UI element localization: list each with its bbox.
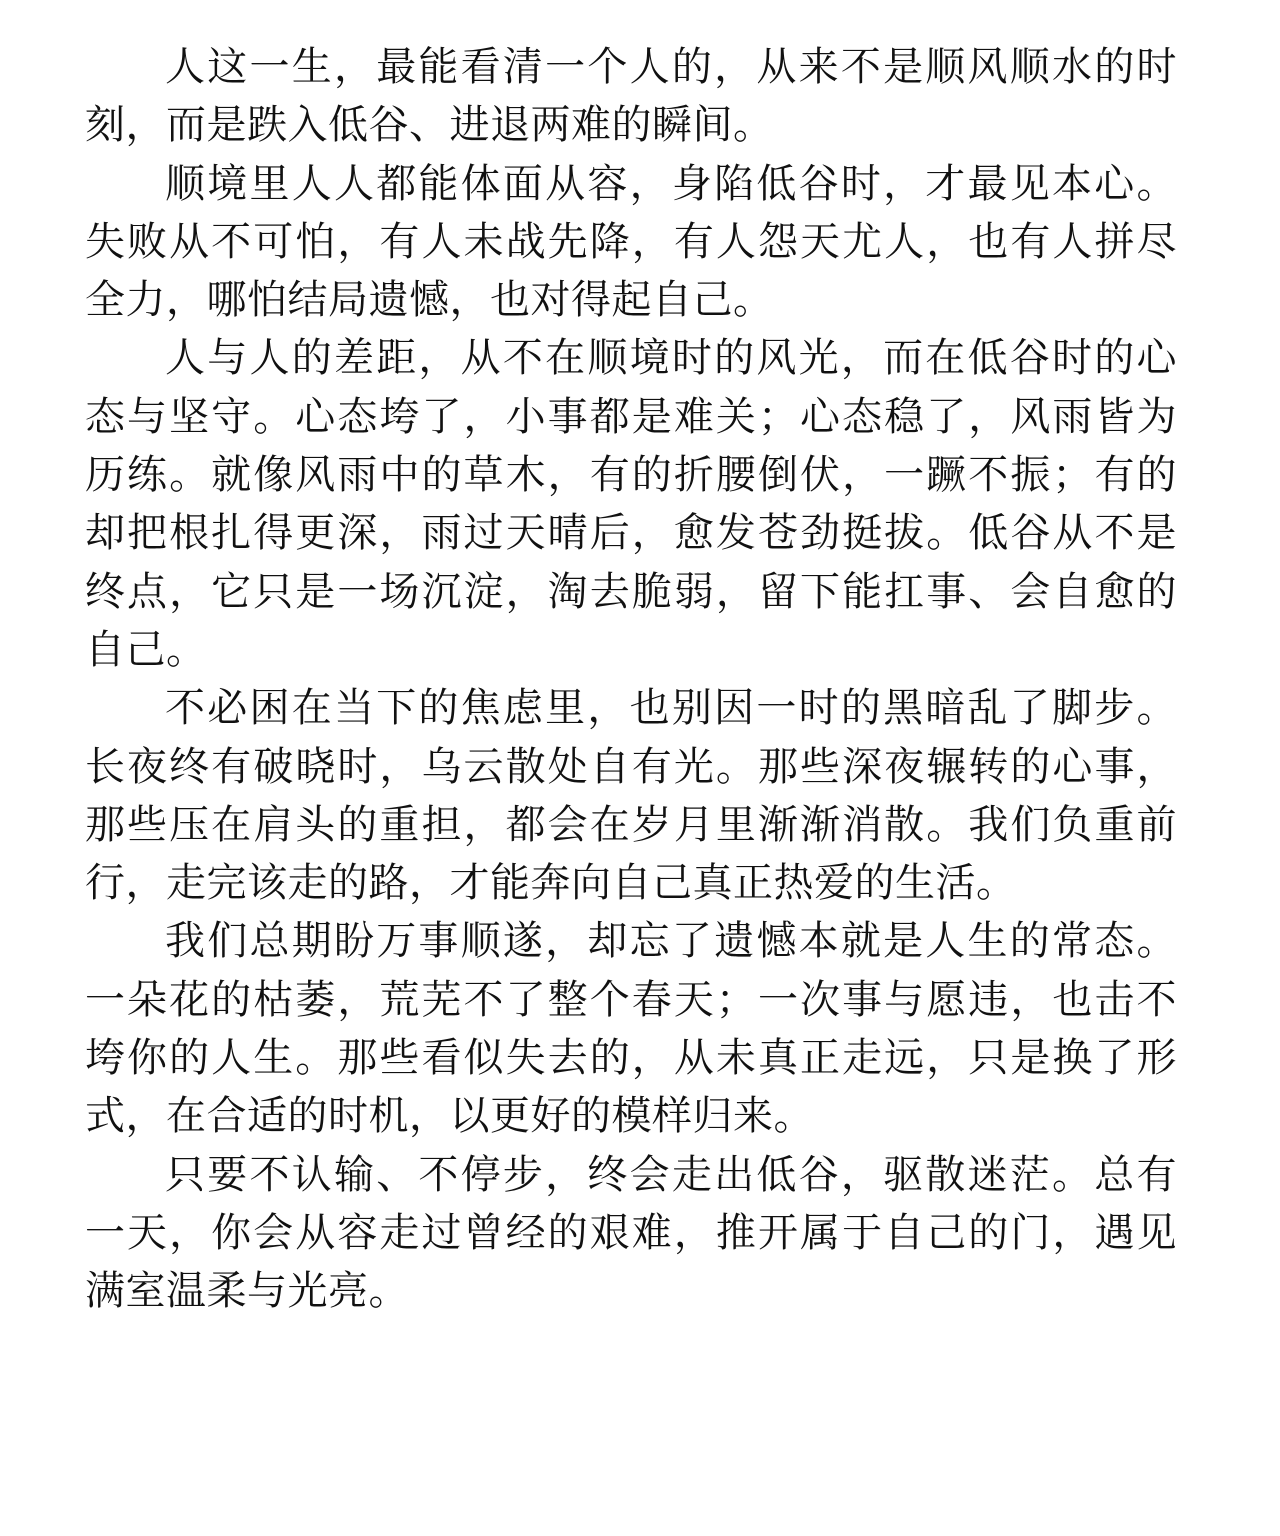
article-body [85,38,1177,1321]
paragraph: 只要不认输、不停步，终会走出低谷，驱散迷茫。总有一天，你会从容走过曾经的艰难，推开属于自己的门，遇见满室温柔与光亮。 [85,1151,1177,1315]
paragraph: 不必困在当下的焦虑里，也别因一时的黑暗乱了脚步。长夜终有破晓时，乌云散处自有光。那些深夜辗转的心事，那些压在肩头的重担，都会在岁月里渐渐消散。我们负重前行，走完该走的路，才能奔向自己真正热爱的生活。 [85,685,1177,907]
paragraph: 我们总期盼万事顺遂，却忘了遗憾本就是人生的常态。一朵花的枯萎，荒芜不了整个春天；一次事与愿违，也击不垮你的人生。那些看似失去的，从未真正走远，只是换了形式，在合适的时机，以更好的模样归来。 [85,918,1177,1140]
paragraph: 人与人的差距，从不在顺境时的风光，而在低谷时的心态与坚守。心态垮了，小事都是难关；心态稳了，风雨皆为历练。就像风雨中的草木，有的折腰倒伏，一蹶不振；有的却把根扎得更深，雨过天晴后，愈发苍劲挺拔。低谷从不是终点，它只是一场沉淀，淘去脆弱，留下能扛事、会自愈的自己。 [85,335,1177,673]
paragraph: 顺境里人人都能体面从容，身陷低谷时，才最见本心。失败从不可怕，有人未战先降，有人怨天尤人，也有人拼尽全力，哪怕结局遗憾，也对得起自己。 [85,160,1177,324]
paragraph: 人这一生，最能看清一个人的，从来不是顺风顺水的时刻，而是跌入低谷、进退两难的瞬间。 [85,44,1177,149]
